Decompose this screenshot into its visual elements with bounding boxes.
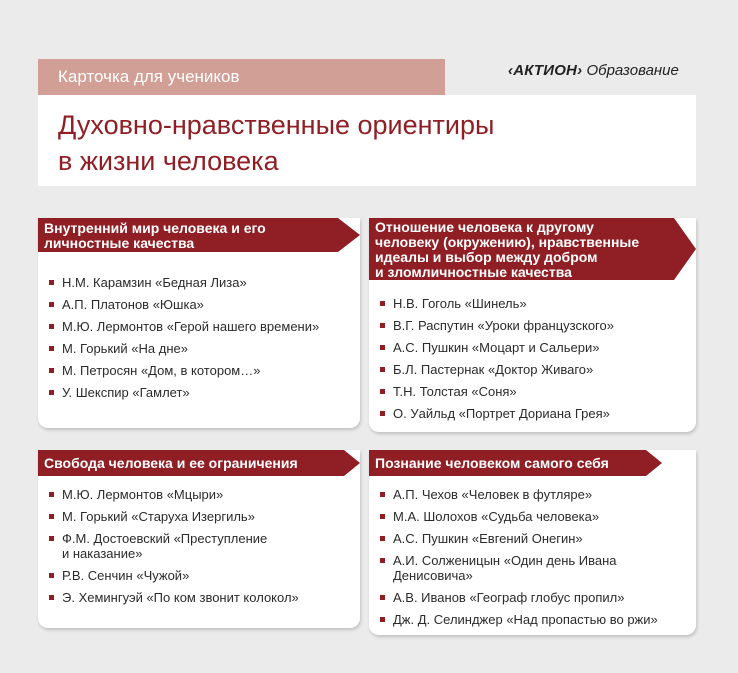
list-item: А.В. Иванов «Географ глобус пропил» bbox=[377, 590, 690, 605]
list-item: М.Ю. Лермонтов «Герой нашего времени» bbox=[46, 319, 354, 334]
brand-logo-text: ‹АКТИОН› bbox=[508, 62, 583, 79]
list-item: А.С. Пушкин «Евгений Онегин» bbox=[377, 531, 690, 546]
card-heading bbox=[375, 456, 609, 471]
author-list bbox=[377, 487, 690, 634]
card-relationships bbox=[369, 218, 696, 432]
card-heading-line: идеалы и выбор между добром bbox=[375, 249, 598, 265]
list-item: М.Ю. Лермонтов «Мцыри» bbox=[46, 487, 354, 502]
card-heading-line: человеку (окружению), нравственные bbox=[375, 234, 640, 250]
card-inner-world bbox=[38, 218, 360, 428]
card-heading-line: Отношение человека к другому bbox=[375, 219, 594, 235]
author-list bbox=[46, 275, 354, 407]
page-title bbox=[38, 95, 696, 186]
card-heading-line: личностные качества bbox=[44, 235, 195, 251]
brand-logo bbox=[508, 62, 679, 79]
list-item: М. Горький «На дне» bbox=[46, 341, 354, 356]
list-item: Э. Хемингуэй «По ком звонит колокол» bbox=[46, 590, 354, 605]
list-item: Т.Н. Толстая «Соня» bbox=[377, 384, 690, 399]
list-item: М. Петросян «Дом, в котором…» bbox=[46, 363, 354, 378]
page-title-line-1: Духовно-нравственные ориентиры bbox=[58, 110, 495, 140]
card-type-tag bbox=[38, 59, 445, 95]
card-heading-line: и зломличностные качества bbox=[375, 264, 572, 280]
list-item: Р.В. Сенчин «Чужой» bbox=[46, 568, 354, 583]
author-list bbox=[377, 296, 690, 428]
list-item: М.А. Шолохов «Судьба человека» bbox=[377, 509, 690, 524]
list-item: В.Г. Распутин «Уроки французского» bbox=[377, 318, 690, 333]
list-item: М. Горький «Старуха Изергиль» bbox=[46, 509, 354, 524]
list-item: Ф.М. Достоевский «Преступление и наказание» bbox=[46, 531, 354, 561]
list-item: А.И. Солженицын «Один день Ивана Денисовича» bbox=[377, 553, 690, 583]
card-type-label: Карточка для учеников bbox=[58, 67, 240, 86]
card-heading bbox=[44, 456, 298, 471]
card-heading bbox=[375, 220, 639, 280]
list-item: Н.М. Карамзин «Бедная Лиза» bbox=[46, 275, 354, 290]
card-freedom bbox=[38, 450, 360, 628]
card-heading-line: Свобода человека и ее ограничения bbox=[44, 455, 298, 471]
list-item: А.П. Чехов «Человек в футляре» bbox=[377, 487, 690, 502]
card-heading-line: Внутренний мир человека и его bbox=[44, 220, 266, 236]
list-item: Н.В. Гоголь «Шинель» bbox=[377, 296, 690, 311]
card-heading-line: Познание человеком самого себя bbox=[375, 455, 609, 471]
card-self-knowledge bbox=[369, 450, 696, 635]
list-item: О. Уайльд «Портрет Дориана Грея» bbox=[377, 406, 690, 421]
list-item: А.С. Пушкин «Моцарт и Сальери» bbox=[377, 340, 690, 355]
list-item: Б.Л. Пастернак «Доктор Живаго» bbox=[377, 362, 690, 377]
list-item: Дж. Д. Селинджер «Над пропастью во ржи» bbox=[377, 612, 690, 627]
brand-subtitle: Образование bbox=[586, 62, 679, 79]
page-title-line-2: в жизни человека bbox=[58, 146, 279, 176]
author-list bbox=[46, 487, 354, 612]
card-heading bbox=[44, 221, 266, 251]
list-item: У. Шекспир «Гамлет» bbox=[46, 385, 354, 400]
list-item: А.П. Платонов «Юшка» bbox=[46, 297, 354, 312]
